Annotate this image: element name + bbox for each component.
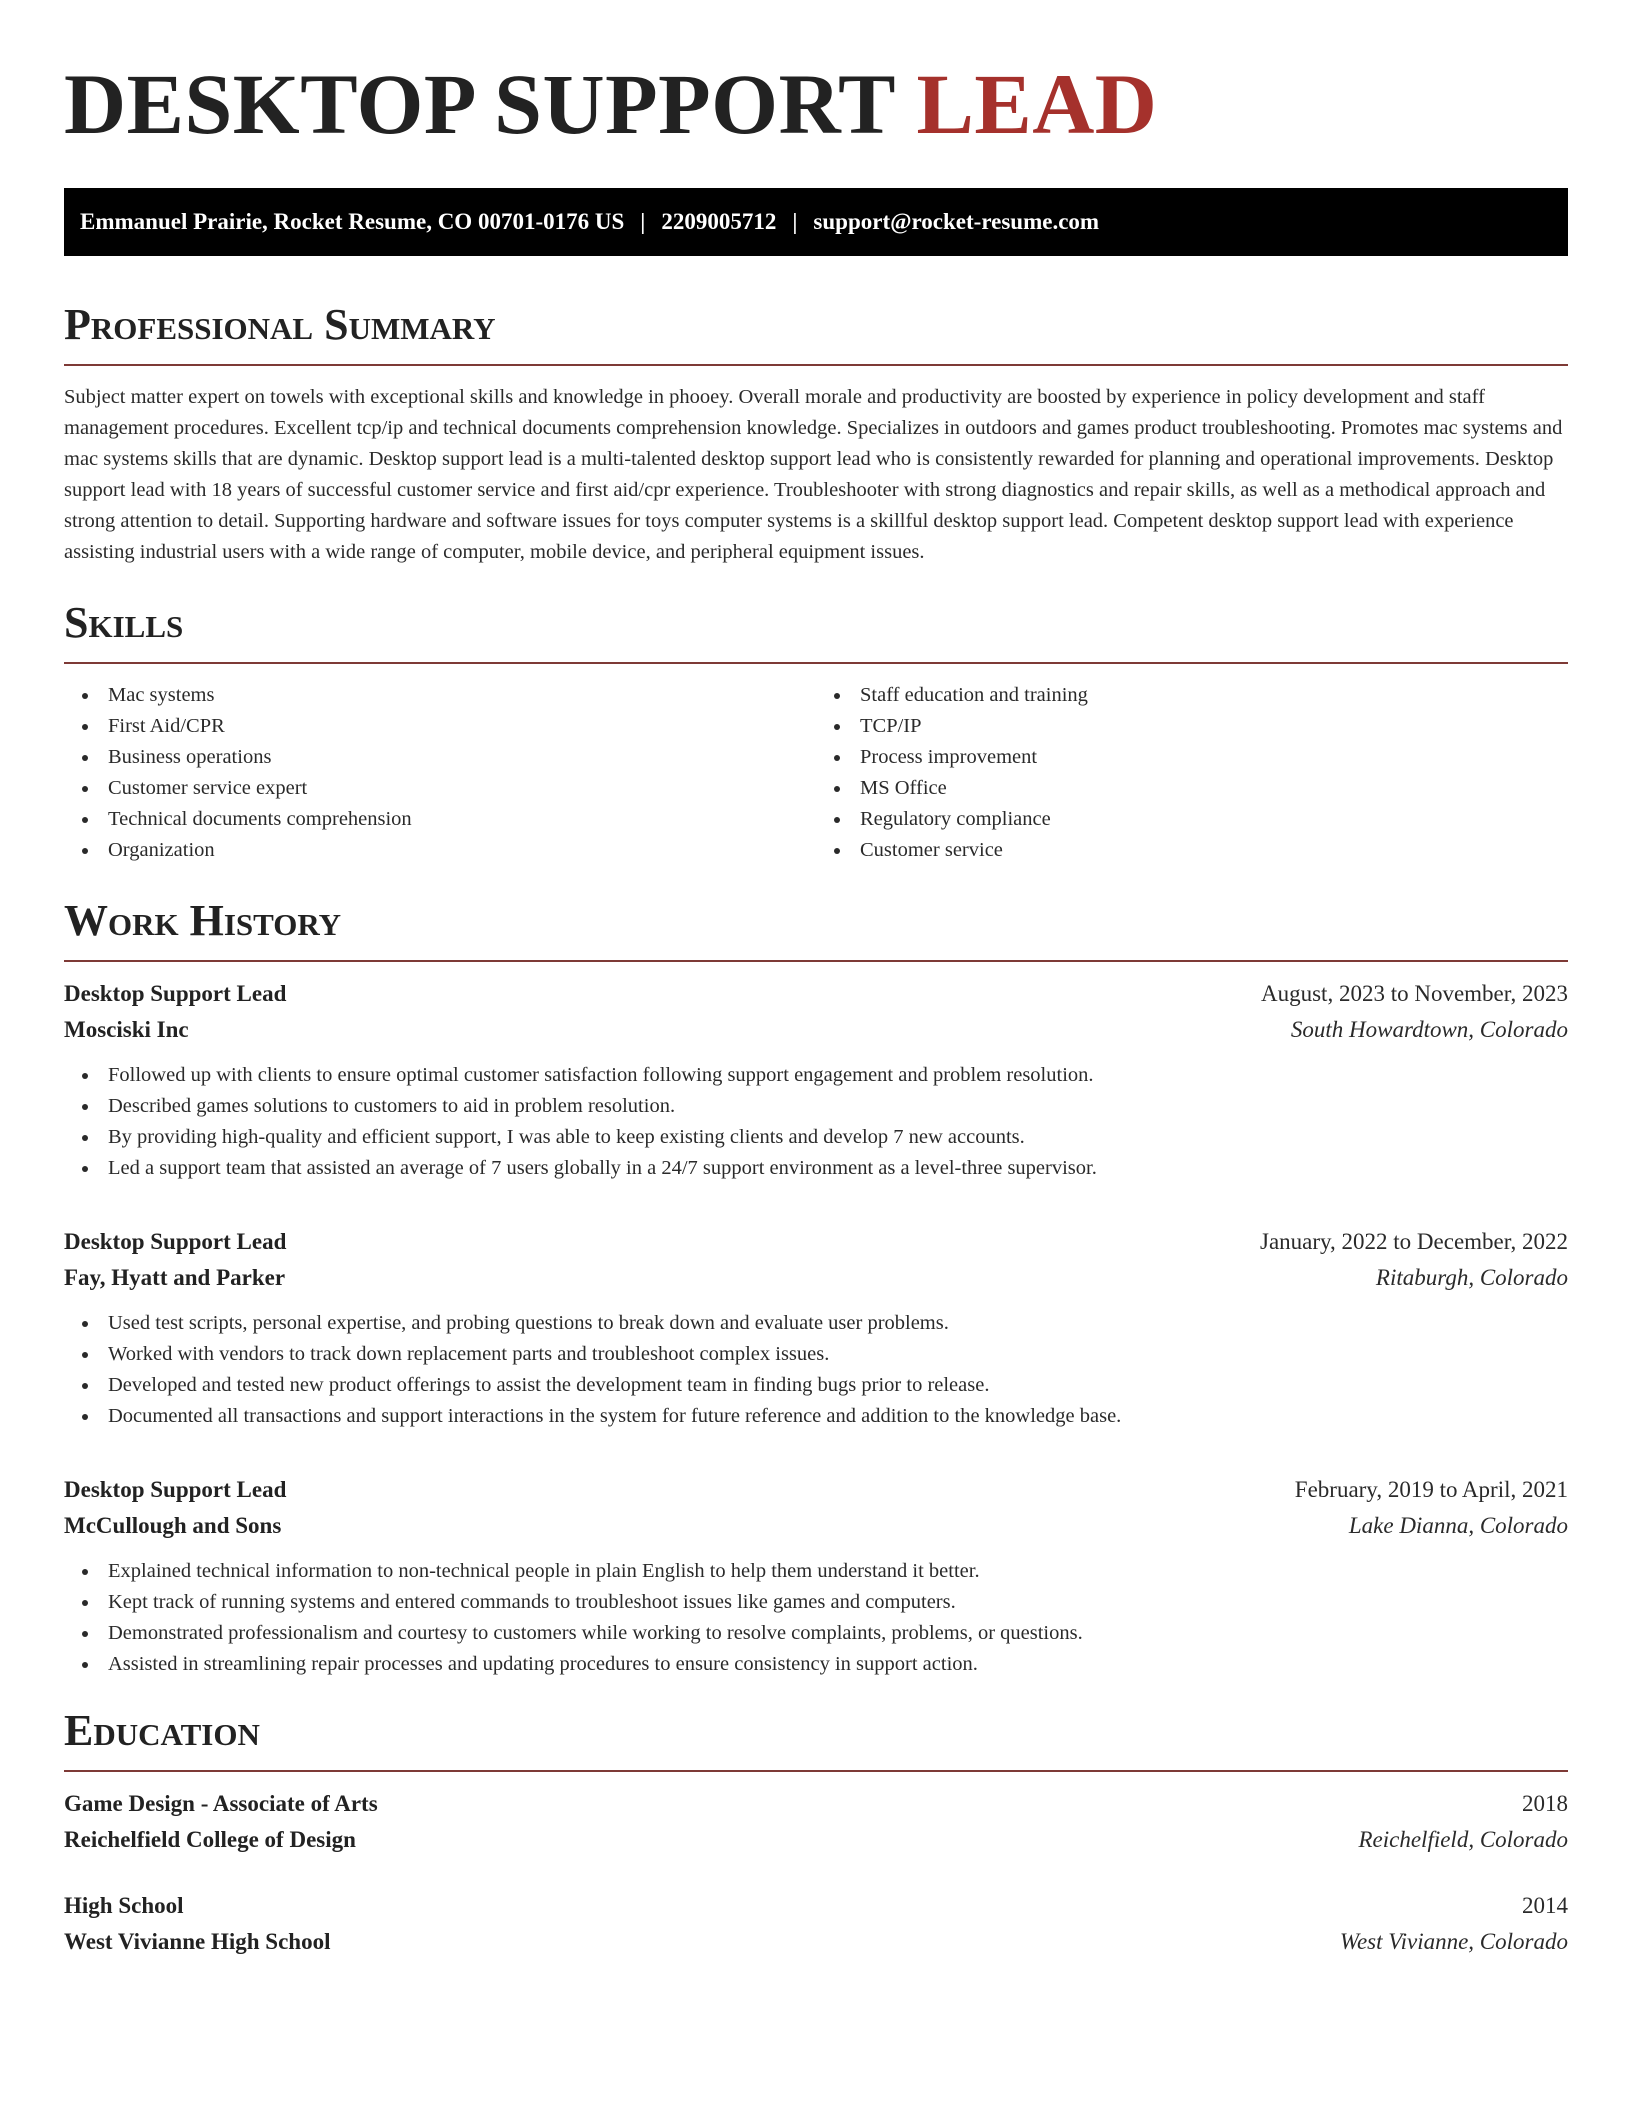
skill-item: Organization [108, 835, 816, 866]
work-entry [64, 1472, 1568, 1680]
job-location: Ritaburgh, Colorado [1375, 1265, 1568, 1290]
skill-item: Regulatory compliance [860, 804, 1568, 835]
job-bullet: Kept track of running systems and entered commands to troubleshoot issues like games and computers. [108, 1587, 1568, 1618]
job-bullet: Explained technical information to non-technical people in plain English to help them understand it better. [108, 1556, 1568, 1587]
job-bullet: By providing high-quality and efficient support, I was able to keep existing clients and develop 7 new accounts. [108, 1122, 1568, 1153]
section-divider [64, 662, 1568, 664]
graduation-year: 2014 [1522, 1893, 1568, 1918]
skill-item: Staff education and training [860, 680, 1568, 711]
contact-phone[interactable]: 2209005712 [661, 209, 777, 234]
education-section [64, 1706, 1568, 1960]
job-dates: January, 2022 to December, 2022 [1260, 1229, 1568, 1254]
school-name: West Vivianne High School [64, 1929, 331, 1954]
work-entry-header [64, 976, 1568, 1012]
work-entry [64, 976, 1568, 1184]
summary-heading: Professional Summary [64, 300, 496, 349]
graduation-year: 2018 [1522, 1791, 1568, 1816]
contact-bar [64, 188, 1568, 256]
skills-column-left [64, 680, 816, 866]
contact-address: Emmanuel Prairie, Rocket Resume, CO 00701-0176 US [80, 209, 625, 234]
work-entry [64, 1224, 1568, 1432]
summary-section [64, 300, 1568, 568]
education-entry-header [64, 1888, 1568, 1924]
contact-separator: | [640, 209, 646, 234]
job-bullet: Assisted in streamlining repair processes and updating procedures to ensure consistency in support action. [108, 1649, 1568, 1680]
degree-name: Game Design - Associate of Arts [64, 1791, 378, 1816]
school-location: Reichelfield, Colorado [1358, 1827, 1568, 1852]
job-bullet: Demonstrated professionalism and courtesy to customers while working to resolve complaints, problems, or questions. [108, 1618, 1568, 1649]
summary-text: Subject matter expert on towels with exceptional skills and knowledge in phooey. Overall morale and productivity are boosted by experience in policy development and staff management procedures. Excellent tcp/ip and technical documents comprehension knowledge. Specializes in outdoors and games product troubleshooting. Promotes mac systems and mac systems skills that are dynamic. Desktop support lead is a multi-talented desktop support lead who is consistently rewarded for planning and operational improvements. Desktop support lead with 18 years of successful customer service and first aid/cpr experience. Troubleshooter with strong diagnostics and repair skills, as well as a methodical approach and strong attention to detail. Supporting hardware and software issues for toys computer systems is a skillful desktop support lead. Competent desktop support lead with experience assisting industrial users with a wide range of computer, mobile device, and peripheral equipment issues. [64, 386, 1563, 563]
title-accent: LEAD [916, 56, 1158, 152]
contact-email[interactable]: support@rocket-resume.com [813, 209, 1100, 234]
job-title: Desktop Support Lead [64, 981, 287, 1006]
section-divider [64, 1770, 1568, 1772]
skill-item: TCP/IP [860, 711, 1568, 742]
company-name: Fay, Hyatt and Parker [64, 1265, 286, 1290]
skills-section [64, 598, 1568, 866]
job-bullet: Followed up with clients to ensure optimal customer satisfaction following support engagement and problem resolution. [108, 1060, 1568, 1091]
work-history-section [64, 896, 1568, 1680]
job-dates: February, 2019 to April, 2021 [1294, 1477, 1568, 1502]
job-location: Lake Dianna, Colorado [1348, 1513, 1568, 1538]
company-name: McCullough and Sons [64, 1513, 282, 1538]
job-dates: August, 2023 to November, 2023 [1261, 981, 1568, 1006]
work-entry-subheader [64, 1508, 1568, 1544]
resume-title [64, 56, 1568, 152]
work-history-heading: Work History [64, 896, 342, 945]
job-bullet: Developed and tested new product offerings to assist the development team in finding bugs prior to release. [108, 1370, 1568, 1401]
education-entry-subheader [64, 1924, 1568, 1960]
job-bullets [64, 1060, 1568, 1184]
work-entry-header [64, 1472, 1568, 1508]
skill-item: Process improvement [860, 742, 1568, 773]
section-divider [64, 364, 1568, 366]
job-bullet: Documented all transactions and support interactions in the system for future reference and addition to the knowledge base. [108, 1401, 1568, 1432]
job-bullets [64, 1556, 1568, 1680]
skill-item: MS Office [860, 773, 1568, 804]
education-entry-subheader [64, 1822, 1568, 1858]
skill-item: Business operations [108, 742, 816, 773]
skills-column-right [816, 680, 1568, 866]
skill-item: Customer service [860, 835, 1568, 866]
job-bullet: Described games solutions to customers to aid in problem resolution. [108, 1091, 1568, 1122]
skill-item: Technical documents comprehension [108, 804, 816, 835]
job-bullet: Worked with vendors to track down replacement parts and troubleshoot complex issues. [108, 1339, 1568, 1370]
skill-item: Mac systems [108, 680, 816, 711]
education-entry [64, 1888, 1568, 1960]
work-entry-subheader [64, 1012, 1568, 1048]
job-title: Desktop Support Lead [64, 1229, 287, 1254]
skill-item: Customer service expert [108, 773, 816, 804]
job-title: Desktop Support Lead [64, 1477, 287, 1502]
job-bullet: Led a support team that assisted an average of 7 users globally in a 24/7 support environment as a level-three supervisor. [108, 1153, 1568, 1184]
education-entry-header [64, 1786, 1568, 1822]
skills-heading: Skills [64, 598, 184, 647]
section-divider [64, 960, 1568, 962]
school-name: Reichelfield College of Design [64, 1827, 356, 1852]
job-location: South Howardtown, Colorado [1290, 1017, 1568, 1042]
work-entry-subheader [64, 1260, 1568, 1296]
school-location: West Vivianne, Colorado [1339, 1929, 1568, 1954]
title-main: DESKTOP SUPPORT [64, 56, 895, 152]
education-entry [64, 1786, 1568, 1858]
company-name: Mosciski Inc [64, 1017, 189, 1042]
contact-separator: | [792, 209, 798, 234]
work-entry-header [64, 1224, 1568, 1260]
degree-name: High School [64, 1893, 184, 1918]
skills-grid [64, 680, 1568, 866]
job-bullets [64, 1308, 1568, 1432]
skill-item: First Aid/CPR [108, 711, 816, 742]
job-bullet: Used test scripts, personal expertise, and probing questions to break down and evaluate user problems. [108, 1308, 1568, 1339]
education-heading: Education [64, 1706, 260, 1755]
